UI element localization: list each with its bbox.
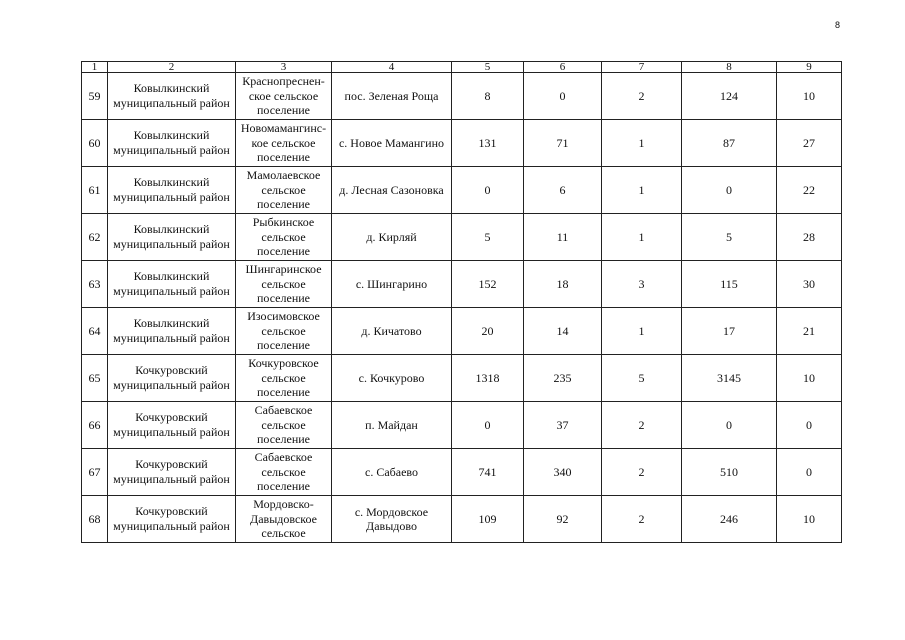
district-cell <box>108 214 236 261</box>
table-row <box>82 402 842 449</box>
value-cell: 3 <box>602 261 682 308</box>
data-table <box>81 61 842 543</box>
locality-cell <box>332 402 452 449</box>
value-cell: 37 <box>524 402 602 449</box>
column-header: 3 <box>236 62 332 73</box>
locality-cell <box>332 355 452 402</box>
settlement-cell-line: Краснопреснен- <box>242 74 325 89</box>
locality-cell <box>332 449 452 496</box>
value-cell: 92 <box>524 496 602 543</box>
district-cell-line: муниципальный район <box>113 378 230 392</box>
district-cell <box>108 402 236 449</box>
value-cell: 21 <box>777 308 842 355</box>
column-header: 8 <box>682 62 777 73</box>
table-row <box>82 261 842 308</box>
value-cell: 3145 <box>682 355 777 402</box>
settlement-cell-line: кое сельское <box>251 135 316 150</box>
value-cell: 1318 <box>452 355 524 402</box>
table-row <box>82 308 842 355</box>
value-cell: 8 <box>452 73 524 120</box>
table-row <box>82 214 842 261</box>
district-cell-line: муниципальный район <box>113 425 230 439</box>
value-cell: 30 <box>777 261 842 308</box>
value-cell: 1 <box>602 214 682 261</box>
district-cell <box>108 308 236 355</box>
settlement-cell-line: Шингаринское <box>245 262 322 277</box>
page-number: 8 <box>835 20 841 30</box>
table-body <box>82 73 842 543</box>
table-row <box>82 73 842 120</box>
value-cell: 11 <box>524 214 602 261</box>
table-row <box>82 355 842 402</box>
settlement-cell-line: Мамолаевское <box>246 168 321 183</box>
row-number-cell: 67 <box>82 449 108 496</box>
table-row <box>82 449 842 496</box>
settlement-cell-line: поселение <box>256 244 310 259</box>
value-cell: 109 <box>452 496 524 543</box>
settlement-cell-line: сельское <box>261 276 306 291</box>
value-cell: 152 <box>452 261 524 308</box>
settlement-cell-line: поселение <box>256 479 310 494</box>
locality-cell-line: п. Майдан <box>365 418 418 432</box>
value-cell: 115 <box>682 261 777 308</box>
district-cell <box>108 73 236 120</box>
value-cell: 18 <box>524 261 602 308</box>
value-cell: 28 <box>777 214 842 261</box>
locality-cell <box>332 73 452 120</box>
district-cell-line: Кочкуровский <box>135 457 208 471</box>
district-cell-line: Ковылкинский <box>133 269 210 283</box>
value-cell: 10 <box>777 355 842 402</box>
settlement-cell-line: Новомамангинс- <box>240 121 327 136</box>
value-cell: 2 <box>602 496 682 543</box>
district-cell-line: муниципальный район <box>113 143 230 157</box>
settlement-cell-line: поселение <box>256 432 310 447</box>
locality-cell-line: с. Новое Мамангино <box>338 136 445 150</box>
table-row <box>82 167 842 214</box>
row-number-cell: 61 <box>82 167 108 214</box>
value-cell: 10 <box>777 496 842 543</box>
table-row <box>82 496 842 543</box>
settlement-cell <box>236 261 332 308</box>
locality-cell-line: с. Сабаево <box>365 465 418 479</box>
settlement-cell-line: поселение <box>256 338 310 353</box>
settlement-cell <box>236 120 332 167</box>
settlement-cell-line: Сабаевское <box>254 403 313 418</box>
value-cell: 1 <box>602 120 682 167</box>
district-cell-line: Ковылкинский <box>133 316 210 330</box>
settlement-cell-line: сельское <box>261 229 306 244</box>
district-cell-line: муниципальный район <box>113 519 230 533</box>
district-cell-line: муниципальный район <box>113 96 230 110</box>
settlement-cell-line: Мордовско- <box>253 497 314 512</box>
district-cell-line: Ковылкинский <box>133 175 210 189</box>
value-cell: 0 <box>452 167 524 214</box>
value-cell: 1 <box>602 308 682 355</box>
value-cell: 741 <box>452 449 524 496</box>
column-header: 4 <box>332 62 452 73</box>
district-cell-line: Кочкуровский <box>135 363 208 377</box>
locality-cell <box>332 214 452 261</box>
district-cell <box>108 261 236 308</box>
value-cell: 246 <box>682 496 777 543</box>
settlement-cell-line: сельское <box>261 323 306 338</box>
column-header: 2 <box>108 62 236 73</box>
settlement-cell-line: поселение <box>256 103 310 118</box>
settlement-cell <box>236 214 332 261</box>
value-cell: 131 <box>452 120 524 167</box>
value-cell: 340 <box>524 449 602 496</box>
value-cell: 2 <box>602 73 682 120</box>
settlement-cell-line: сельское <box>261 464 306 479</box>
settlement-cell-line: сельское <box>261 526 306 541</box>
settlement-cell-line: сельское <box>261 370 306 385</box>
district-cell-line: муниципальный район <box>113 190 230 204</box>
settlement-cell-line: Сабаевское <box>254 450 313 465</box>
settlement-cell-line: поселение <box>256 291 310 306</box>
settlement-cell-line: Изосимовское <box>247 309 320 324</box>
settlement-cell <box>236 496 332 543</box>
locality-cell <box>332 496 452 543</box>
district-cell <box>108 355 236 402</box>
locality-cell-line: д. Кирляй <box>366 230 417 244</box>
settlement-cell-line: поселение <box>256 197 310 212</box>
settlement-cell <box>236 355 332 402</box>
row-number-cell: 62 <box>82 214 108 261</box>
district-cell <box>108 449 236 496</box>
value-cell: 6 <box>524 167 602 214</box>
row-number-cell: 60 <box>82 120 108 167</box>
locality-cell <box>332 120 452 167</box>
row-number-cell: 66 <box>82 402 108 449</box>
value-cell: 235 <box>524 355 602 402</box>
value-cell: 124 <box>682 73 777 120</box>
value-cell: 0 <box>682 402 777 449</box>
district-cell-line: Ковылкинский <box>133 81 210 95</box>
value-cell: 10 <box>777 73 842 120</box>
value-cell: 71 <box>524 120 602 167</box>
district-cell <box>108 120 236 167</box>
district-cell-line: Кочкуровский <box>135 504 208 518</box>
row-number-cell: 59 <box>82 73 108 120</box>
value-cell: 1 <box>602 167 682 214</box>
settlement-cell <box>236 449 332 496</box>
value-cell: 0 <box>524 73 602 120</box>
settlement-cell-line: Давыдовское <box>250 511 317 526</box>
row-number-cell: 65 <box>82 355 108 402</box>
district-cell-line: муниципальный район <box>113 472 230 486</box>
settlement-cell <box>236 308 332 355</box>
row-number-cell: 63 <box>82 261 108 308</box>
value-cell: 0 <box>452 402 524 449</box>
value-cell: 510 <box>682 449 777 496</box>
column-header: 1 <box>82 62 108 73</box>
locality-cell-line: Давыдово <box>366 519 417 533</box>
value-cell: 27 <box>777 120 842 167</box>
locality-cell <box>332 167 452 214</box>
district-cell-line: муниципальный район <box>113 237 230 251</box>
district-cell-line: Кочкуровский <box>135 410 208 424</box>
value-cell: 14 <box>524 308 602 355</box>
value-cell: 22 <box>777 167 842 214</box>
settlement-cell <box>236 73 332 120</box>
value-cell: 5 <box>602 355 682 402</box>
settlement-cell-line: ское сельское <box>248 88 319 103</box>
column-header: 5 <box>452 62 524 73</box>
value-cell: 0 <box>777 449 842 496</box>
locality-cell <box>332 261 452 308</box>
settlement-cell-line: поселение <box>256 385 310 400</box>
settlement-cell <box>236 402 332 449</box>
locality-cell-line: д. Кичатово <box>361 324 422 338</box>
settlement-cell <box>236 167 332 214</box>
row-number-cell: 68 <box>82 496 108 543</box>
locality-cell-line: с. Кочкурово <box>358 371 425 385</box>
value-cell: 2 <box>602 402 682 449</box>
value-cell: 0 <box>682 167 777 214</box>
locality-cell <box>332 308 452 355</box>
district-cell-line: муниципальный район <box>113 284 230 298</box>
settlement-cell-line: Рыбкинское <box>252 215 315 230</box>
locality-cell-line: д. Лесная Сазоновка <box>339 183 444 197</box>
settlement-cell-line: сельское <box>261 417 306 432</box>
district-cell <box>108 167 236 214</box>
settlement-cell-line: поселение <box>256 150 310 165</box>
table-row <box>82 120 842 167</box>
district-cell-line: Ковылкинский <box>133 128 210 142</box>
settlement-cell-line: Кочкуровское <box>248 356 319 371</box>
value-cell: 17 <box>682 308 777 355</box>
value-cell: 5 <box>682 214 777 261</box>
value-cell: 0 <box>777 402 842 449</box>
value-cell: 20 <box>452 308 524 355</box>
district-cell-line: муниципальный район <box>113 331 230 345</box>
value-cell: 5 <box>452 214 524 261</box>
locality-cell-line: пос. Зеленая Роща <box>344 89 439 103</box>
column-number-row <box>82 62 842 73</box>
settlement-cell-line: сельское <box>261 182 306 197</box>
locality-cell-line: с. Мордовское <box>354 505 429 519</box>
row-number-cell: 64 <box>82 308 108 355</box>
locality-cell-line: с. Шингарино <box>355 277 428 291</box>
column-header: 7 <box>602 62 682 73</box>
column-header: 9 <box>777 62 842 73</box>
district-cell <box>108 496 236 543</box>
value-cell: 87 <box>682 120 777 167</box>
value-cell: 2 <box>602 449 682 496</box>
district-cell-line: Ковылкинский <box>133 222 210 236</box>
column-header: 6 <box>524 62 602 73</box>
